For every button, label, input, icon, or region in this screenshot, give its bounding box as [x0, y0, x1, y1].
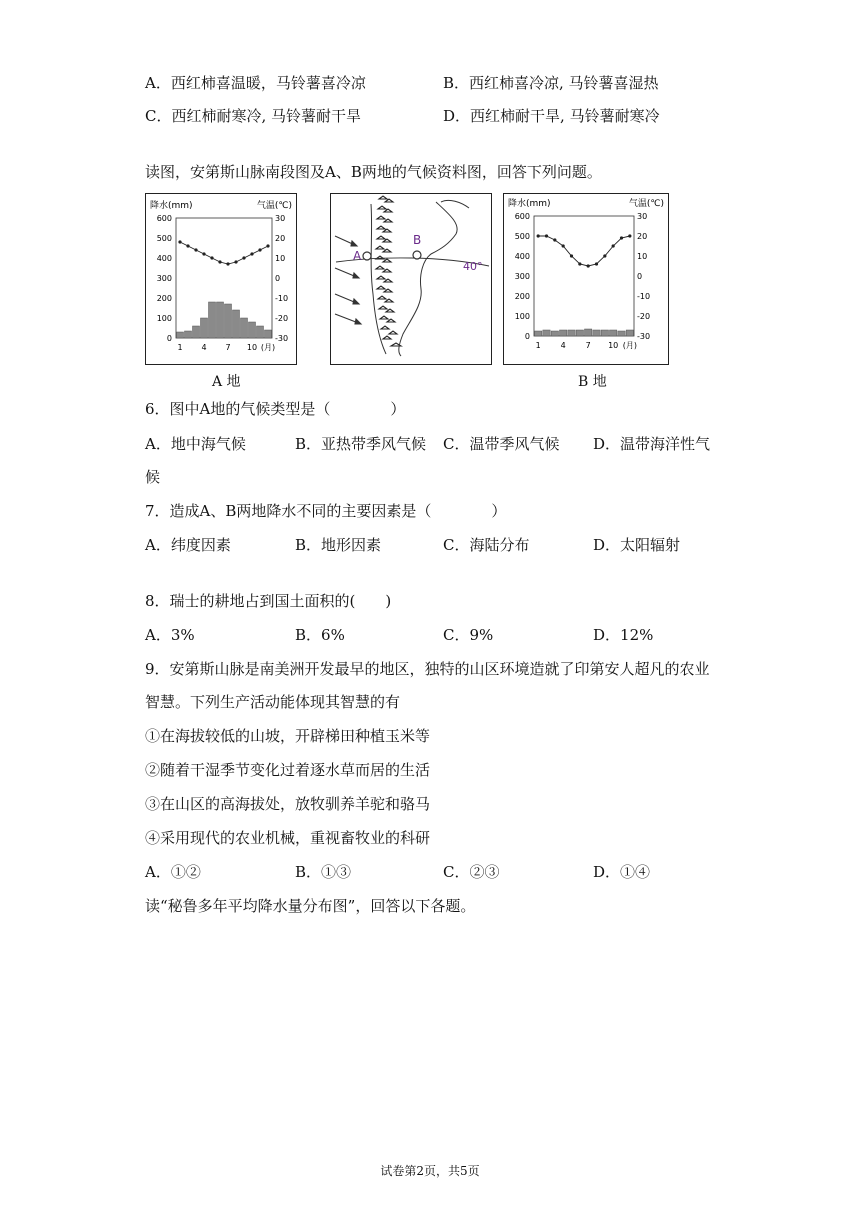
chartB-right-tick: -20	[637, 312, 651, 321]
q8-option-d: D．12%	[593, 626, 654, 644]
chart-a-frame	[145, 193, 297, 365]
andes-map-frame	[330, 193, 492, 365]
chartB-x-tick: 10	[608, 341, 619, 350]
q9-stem-line1: 9．安第斯山脉是南美洲开发最早的地区，独特的山区环境造就了印第安人超凡的农业	[145, 660, 710, 678]
q8-option-c: C．9%	[443, 626, 494, 644]
chartB-temp-point	[562, 244, 565, 247]
page-footer: 试卷第2页，共5页	[380, 1164, 480, 1178]
chartB-precip-bar	[601, 330, 608, 336]
chartB-precip-bar	[576, 330, 583, 336]
chartA-temp-point	[194, 248, 197, 251]
chartA-temp-point	[218, 260, 221, 263]
chartA-temp-point	[250, 252, 253, 255]
chart-b-caption: B 地	[578, 374, 607, 390]
chartB-precip-bar	[610, 330, 617, 336]
chartA-precip-bar	[193, 326, 200, 338]
chartA-left-tick: 500	[156, 234, 172, 243]
chartA-left-tick: 100	[156, 314, 172, 323]
chartA-left-tick: 200	[156, 294, 172, 303]
chartA-precip-bar	[201, 318, 208, 338]
prev-option-b: B．西红柿喜冷凉, 马铃薯喜湿热	[443, 74, 659, 92]
chartA-right-tick: 10	[275, 254, 286, 263]
closing-text: 读“秘鲁多年平均降水量分布图”，回答以下各题。	[145, 897, 476, 915]
chartB-left-tick: 300	[514, 272, 530, 281]
q9-item-1: ①在海拔较低的山坡，开辟梯田种植玉米等	[145, 727, 431, 745]
point-a-marker	[363, 252, 371, 260]
q6-option-d: D．温带海洋性气	[593, 435, 711, 453]
prev-option-a: A．西红柿喜温暖，马铃薯喜冷凉	[145, 74, 366, 92]
chartA-precip-bar	[225, 304, 232, 338]
chartA-precip-bar	[217, 302, 224, 338]
chartB-left-tick: 200	[514, 292, 530, 301]
chartB-temp-point	[620, 236, 623, 239]
chartA-right-tick: -10	[275, 294, 289, 303]
chartA-temp-point	[202, 252, 205, 255]
chart-a-plot-area	[176, 218, 272, 338]
q8-option-b: B．6%	[295, 626, 345, 644]
chartA-temp-line	[180, 242, 268, 264]
chartB-temp-point	[628, 234, 631, 237]
point-b-label: B	[413, 233, 422, 247]
east-coastline	[399, 202, 457, 356]
chartB-right-tick: 10	[637, 252, 648, 261]
point-b-marker	[413, 251, 421, 259]
chartA-right-tick: 0	[275, 274, 281, 283]
chartA-precip-bar	[257, 326, 264, 338]
chartB-precip-bar	[560, 330, 567, 336]
chartB-x-tick: 7	[585, 341, 591, 350]
chartB-temp-point	[537, 234, 540, 237]
chartA-right-tick: 20	[275, 234, 286, 243]
chartA-temp-point	[266, 244, 269, 247]
latitude-label: 40°	[463, 260, 483, 273]
chartA-temp-point	[234, 260, 237, 263]
chart-b-right-title: 气温(℃)	[628, 199, 664, 209]
chartB-right-tick: -30	[637, 332, 651, 341]
chartB-temp-point	[595, 262, 598, 265]
chartB-right-tick: -10	[637, 292, 651, 301]
chartB-precip-bar	[535, 331, 542, 336]
q6-option-a: A．地中海气候	[145, 435, 246, 453]
q9-option-c: C．②③	[443, 863, 500, 881]
chartB-left-tick: 100	[514, 312, 530, 321]
chartA-temp-point	[258, 248, 261, 251]
q9-item-2: ②随着干湿季节变化过着逐水草而居的生活	[145, 761, 431, 779]
chartB-left-tick: 0	[524, 332, 530, 341]
chart-b-plot-area	[534, 216, 634, 336]
q6-option-b: B．亚热带季风气候	[295, 435, 427, 453]
prev-option-c: C．西红柿耐寒冷, 马铃薯耐干旱	[145, 107, 362, 125]
chartA-precip-bar	[185, 331, 192, 338]
coast-detail	[441, 200, 469, 208]
chart-b-frame	[503, 193, 669, 365]
q9-option-d: D．①④	[593, 863, 651, 881]
chartA-precip-bar	[265, 330, 272, 338]
chartB-right-tick: 0	[637, 272, 643, 281]
chartA-precip-bar	[209, 302, 216, 338]
chartB-precip-bar	[626, 330, 633, 336]
chartB-temp-point	[553, 238, 556, 241]
chartA-x-tick: 10	[246, 343, 258, 352]
chartA-temp-point	[210, 256, 213, 259]
chartB-precip-bar	[593, 330, 600, 336]
chartA-temp-point	[186, 244, 189, 247]
chartB-precip-bar	[551, 331, 558, 336]
chart-a-right-title: 气温(℃)	[256, 201, 292, 211]
chartB-precip-bar	[543, 330, 550, 336]
chartB-x-tick: 4	[560, 341, 566, 350]
q7-stem: 7．造成A、B两地降水不同的主要因素是（ ）	[145, 502, 507, 520]
q7-option-a: A．纬度因素	[145, 536, 231, 554]
chart-b	[504, 194, 668, 364]
chart-a	[146, 194, 296, 364]
point-a-label: A	[353, 249, 362, 263]
q9-option-a: A．①②	[145, 863, 201, 881]
chartB-right-tick: 20	[637, 232, 648, 241]
chartA-precip-bar	[177, 332, 184, 338]
q9-stem-line2: 智慧。下列生产活动能体现其智慧的有	[145, 693, 401, 711]
chartB-temp-line	[538, 236, 630, 266]
chartB-temp-point	[578, 262, 581, 265]
chartA-precip-bar	[249, 322, 256, 338]
chartA-right-tick: 30	[275, 214, 286, 223]
chartB-right-tick: 30	[637, 212, 648, 221]
chartA-x-tick: 1	[177, 343, 183, 352]
chart-b-left-title: 降水(mm)	[508, 199, 551, 209]
q9-option-b: B．①③	[295, 863, 352, 881]
chartB-left-tick: 400	[514, 252, 530, 261]
chartB-x-tick: 1	[535, 341, 541, 350]
chartA-precip-bar	[233, 310, 240, 338]
chartB-precip-bar	[618, 331, 625, 336]
chartB-temp-point	[587, 264, 590, 267]
q6-stem: 6．图中A地的气候类型是（ ）	[145, 400, 406, 418]
chartA-left-tick: 300	[156, 274, 172, 283]
chartA-right-tick: -30	[275, 334, 289, 343]
chartA-x-tick: 7	[225, 343, 231, 352]
q9-item-4: ④采用现代的农业机械，重视畜牧业的科研	[145, 829, 431, 847]
chart-a-left-title: 降水(mm)	[150, 201, 193, 211]
chartA-right-tick: -20	[275, 314, 289, 323]
chartB-temp-point	[612, 244, 615, 247]
chartB-temp-point	[603, 254, 606, 257]
q7-option-c: C．海陆分布	[443, 536, 530, 554]
chartB-temp-point	[545, 234, 548, 237]
chartA-temp-point	[242, 256, 245, 259]
chartA-left-tick: 600	[156, 214, 172, 223]
chartA-precip-bar	[241, 318, 248, 338]
q6-option-c: C．温带季风气候	[443, 435, 560, 453]
chartB-temp-point	[570, 254, 573, 257]
chartA-left-tick: 0	[166, 334, 172, 343]
q9-item-3: ③在山区的高海拔处，放牧驯养羊驼和骆马	[145, 795, 431, 813]
chartB-precip-bar	[568, 330, 575, 336]
chartB-precip-bar	[585, 329, 592, 336]
andes-map	[331, 194, 491, 364]
q8-stem: 8．瑞士的耕地占到国土面积的( )	[145, 592, 392, 610]
q8-option-a: A．3%	[145, 626, 195, 644]
prev-option-d: D．西红柿耐干旱, 马铃薯耐寒冷	[443, 107, 660, 125]
chartB-x-unit: (月)	[622, 341, 637, 350]
chartA-x-tick: 4	[201, 343, 207, 352]
andes-mountains	[376, 196, 401, 346]
chartA-temp-point	[226, 262, 229, 265]
chart-a-caption: A 地	[212, 374, 241, 390]
intro-text: 读图，安第斯山脉南段图及A、B两地的气候资料图，回答下列问题。	[145, 163, 602, 181]
chartA-left-tick: 400	[156, 254, 172, 263]
q6-option-d-wrap: 候	[145, 468, 161, 486]
q7-option-d: D．太阳辐射	[593, 536, 681, 554]
chartA-temp-point	[178, 240, 181, 243]
chartA-x-unit: (月)	[260, 343, 276, 352]
chartB-left-tick: 600	[514, 212, 530, 221]
chartB-left-tick: 500	[514, 232, 530, 241]
q7-option-b: B．地形因素	[295, 536, 382, 554]
